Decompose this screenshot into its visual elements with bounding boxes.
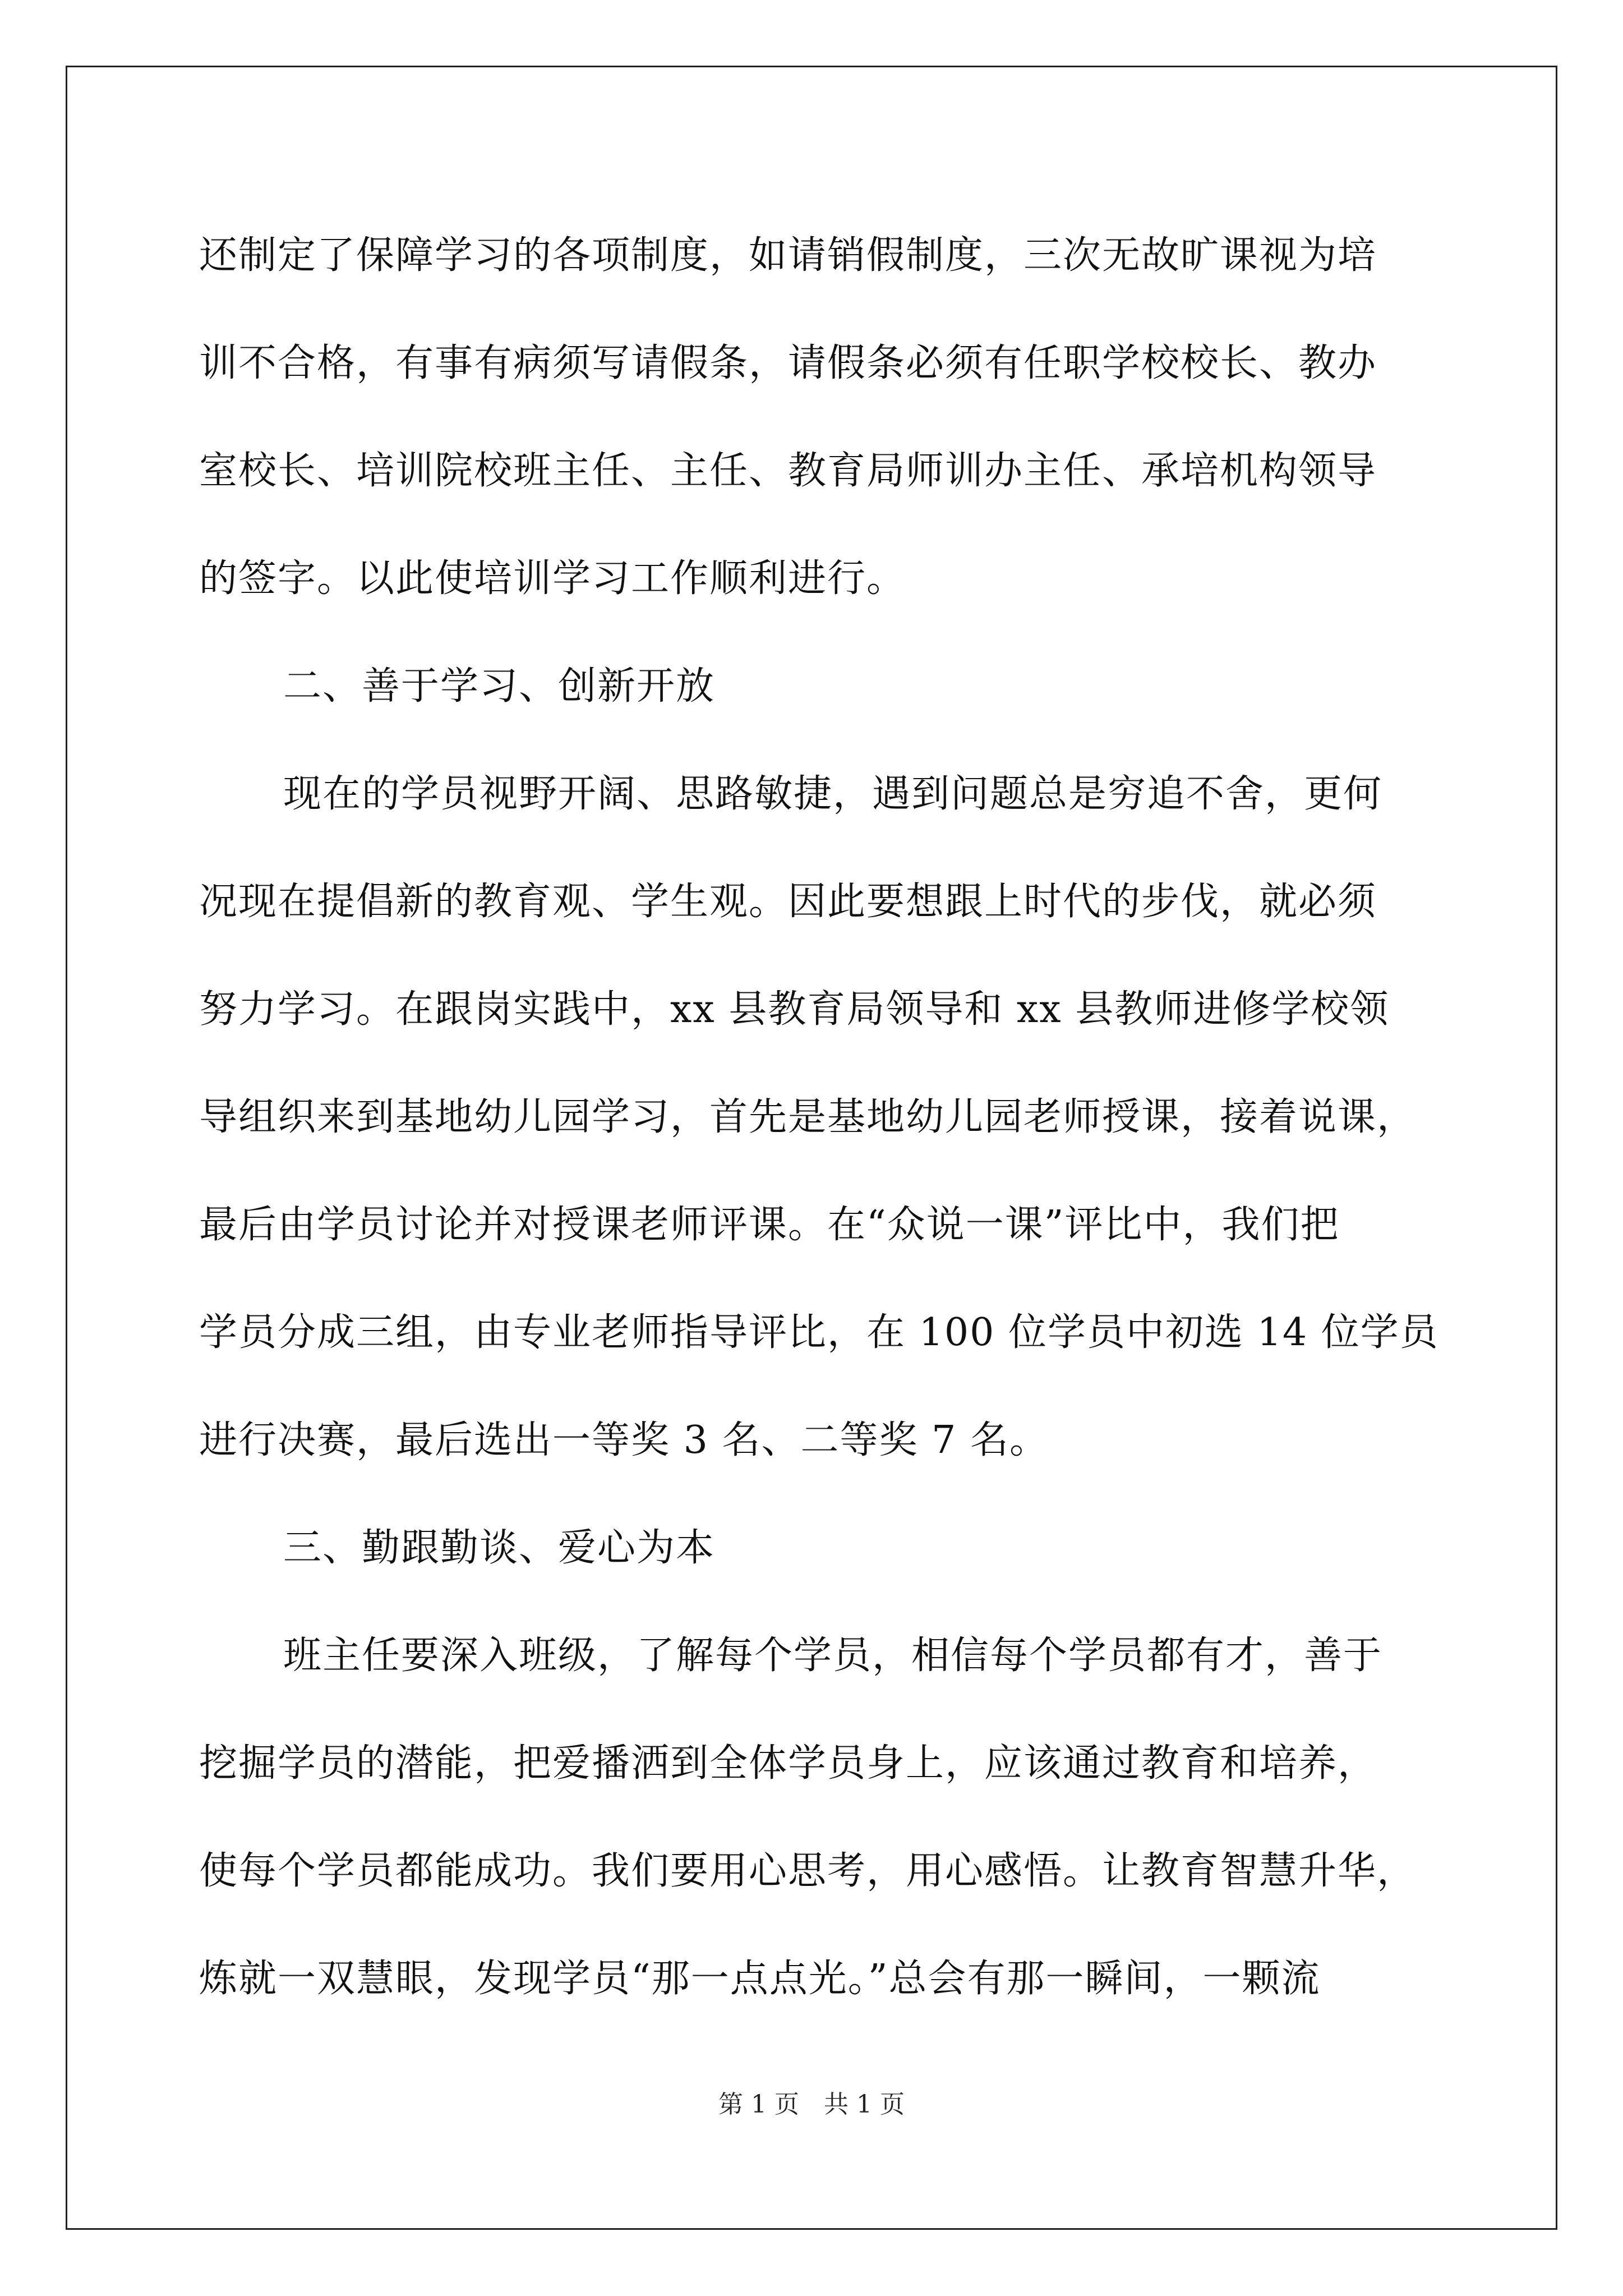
section-heading: 二、善于学习、创新开放: [283, 664, 716, 708]
text-line: 况现在提倡新的教育观、学生观。因此要想跟上时代的步伐，就必须: [199, 880, 1377, 924]
document-body: [199, 202, 1439, 2033]
text-line: 挖掘学员的潜能，把爱播洒到全体学员身上，应该通过教育和培养，: [199, 1741, 1377, 1786]
text-line: 室校长、培训院校班主任、主任、教育局师训办主任、承培机构领导: [199, 449, 1377, 493]
text-line: 炼就一双慧眼，发现学员“那一点点光。”总会有那一瞬间，一颗流: [199, 1957, 1321, 2001]
text-line: 进行决赛，最后选出一等奖 3 名、二等奖 7 名。: [199, 1418, 1049, 1462]
text-line: 最后由学员讨论并对授课老师评课。在“众说一课”评比中，我们把: [199, 1203, 1340, 1247]
section-heading: 三、勤跟勤谈、爱心为本: [283, 1526, 716, 1570]
text-line: 的签字。以此使培训学习工作顺利进行。: [199, 556, 906, 601]
text-line: 学员分成三组，由专业老师指导评比，在 100 位学员中初选 14 位学员: [199, 1310, 1439, 1355]
text-line: 导组织来到基地幼儿园学习，首先是基地幼儿园老师授课，接着说课，: [199, 1095, 1417, 1139]
text-line: 使每个学员都能成功。我们要用心思考，用心感悟。让教育智慧升华，: [199, 1849, 1417, 1893]
text-line: 还制定了保障学习的各项制度，如请销假制度，三次无故旷课视为培: [199, 233, 1377, 278]
text-line: 努力学习。在跟岗实践中，xx 县教育局领导和 xx 县教师进修学校领: [199, 987, 1390, 1032]
text-line: 班主任要深入班级，了解每个学员，相信每个学员都有才，善于: [283, 1634, 1383, 1678]
text-line: 现在的学员视野开阔、思路敏捷，遇到问题总是穷追不舍，更何: [283, 772, 1383, 816]
page-number-footer: 第 1 页 共 1 页: [718, 2090, 905, 2119]
text-line: 训不合格，有事有病须写请假条，请假条必须有任职学校校长、教办: [199, 341, 1377, 385]
